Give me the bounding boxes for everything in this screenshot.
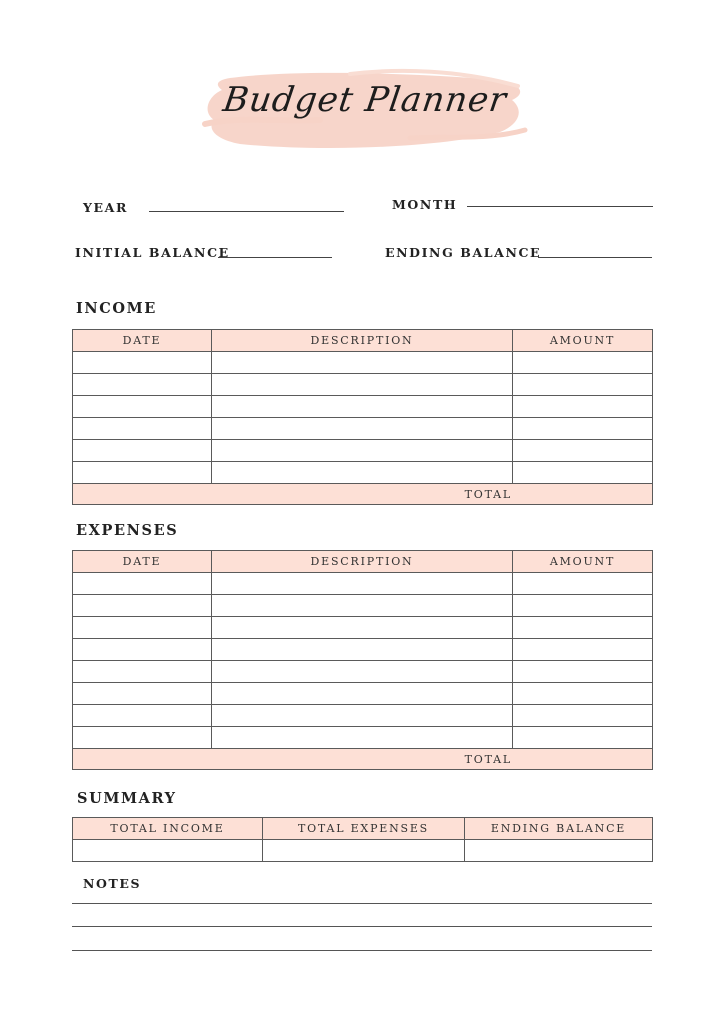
summary-col-total-income: TOTAL INCOME (73, 818, 263, 840)
table-row (73, 440, 653, 462)
amount-cell[interactable] (513, 573, 653, 595)
description-cell[interactable] (212, 440, 513, 462)
notes-line[interactable] (72, 950, 652, 951)
income-total-label: TOTAL (73, 484, 653, 505)
income-total-row (73, 484, 653, 505)
year-field-line[interactable] (149, 211, 344, 212)
expenses-col-date: DATE (73, 551, 212, 573)
table-row (73, 595, 653, 617)
date-cell[interactable] (73, 617, 212, 639)
description-cell[interactable] (212, 661, 513, 683)
description-cell[interactable] (212, 462, 513, 484)
date-cell[interactable] (73, 727, 212, 749)
notes-line[interactable] (72, 903, 652, 904)
table-row (73, 418, 653, 440)
table-row (73, 352, 653, 374)
amount-cell[interactable] (513, 617, 653, 639)
date-cell[interactable] (73, 639, 212, 661)
title-banner (200, 66, 530, 154)
description-cell[interactable] (212, 639, 513, 661)
expenses-header-row (73, 551, 653, 573)
table-row (73, 573, 653, 595)
ending-balance-cell[interactable] (465, 840, 653, 862)
summary-heading: SUMMARY (77, 790, 177, 807)
description-cell[interactable] (212, 396, 513, 418)
date-cell[interactable] (73, 595, 212, 617)
amount-cell[interactable] (513, 639, 653, 661)
description-cell[interactable] (212, 617, 513, 639)
ending-balance-label: ENDING BALANCE (385, 245, 542, 260)
month-field-line[interactable] (467, 206, 653, 207)
summary-col-total-expenses: TOTAL EXPENSES (263, 818, 465, 840)
table-row (73, 705, 653, 727)
amount-cell[interactable] (513, 727, 653, 749)
amount-cell[interactable] (513, 661, 653, 683)
date-cell[interactable] (73, 352, 212, 374)
expenses-col-description: DESCRIPTION (212, 551, 513, 573)
notes-heading: NOTES (83, 876, 142, 891)
date-cell[interactable] (73, 396, 212, 418)
summary-table (72, 817, 653, 862)
date-cell[interactable] (73, 462, 212, 484)
page-title: Budget Planner (220, 80, 510, 120)
income-table (72, 329, 653, 505)
expenses-col-amount: AMOUNT (513, 551, 653, 573)
income-col-description: DESCRIPTION (212, 330, 513, 352)
expenses-table (72, 550, 653, 770)
table-row (73, 840, 653, 862)
table-row (73, 374, 653, 396)
date-cell[interactable] (73, 661, 212, 683)
description-cell[interactable] (212, 595, 513, 617)
table-row (73, 617, 653, 639)
date-cell[interactable] (73, 440, 212, 462)
amount-cell[interactable] (513, 462, 653, 484)
total-income-cell[interactable] (73, 840, 263, 862)
amount-cell[interactable] (513, 440, 653, 462)
initial-balance-label: INITIAL BALANCE (75, 245, 230, 260)
table-row (73, 661, 653, 683)
expenses-total-row (73, 749, 653, 770)
expenses-total-label: TOTAL (73, 749, 653, 770)
amount-cell[interactable] (513, 595, 653, 617)
initial-balance-field-line[interactable] (218, 257, 332, 258)
income-col-amount: AMOUNT (513, 330, 653, 352)
description-cell[interactable] (212, 418, 513, 440)
date-cell[interactable] (73, 374, 212, 396)
expenses-heading: EXPENSES (76, 522, 179, 539)
date-cell[interactable] (73, 683, 212, 705)
amount-cell[interactable] (513, 374, 653, 396)
amount-cell[interactable] (513, 705, 653, 727)
amount-cell[interactable] (513, 352, 653, 374)
description-cell[interactable] (212, 352, 513, 374)
table-row (73, 462, 653, 484)
income-col-date: DATE (73, 330, 212, 352)
year-label: YEAR (83, 200, 128, 215)
table-row (73, 396, 653, 418)
description-cell[interactable] (212, 683, 513, 705)
date-cell[interactable] (73, 705, 212, 727)
ending-balance-field-line[interactable] (538, 257, 652, 258)
table-row (73, 683, 653, 705)
income-header-row (73, 330, 653, 352)
date-cell[interactable] (73, 418, 212, 440)
month-label: MONTH (392, 197, 458, 212)
amount-cell[interactable] (513, 418, 653, 440)
description-cell[interactable] (212, 705, 513, 727)
amount-cell[interactable] (513, 396, 653, 418)
date-cell[interactable] (73, 573, 212, 595)
table-row (73, 639, 653, 661)
table-row (73, 727, 653, 749)
description-cell[interactable] (212, 727, 513, 749)
summary-col-ending-balance: ENDING BALANCE (465, 818, 653, 840)
description-cell[interactable] (212, 374, 513, 396)
description-cell[interactable] (212, 573, 513, 595)
income-heading: INCOME (76, 300, 157, 317)
total-expenses-cell[interactable] (263, 840, 465, 862)
notes-line[interactable] (72, 926, 652, 927)
summary-header-row (73, 818, 653, 840)
amount-cell[interactable] (513, 683, 653, 705)
